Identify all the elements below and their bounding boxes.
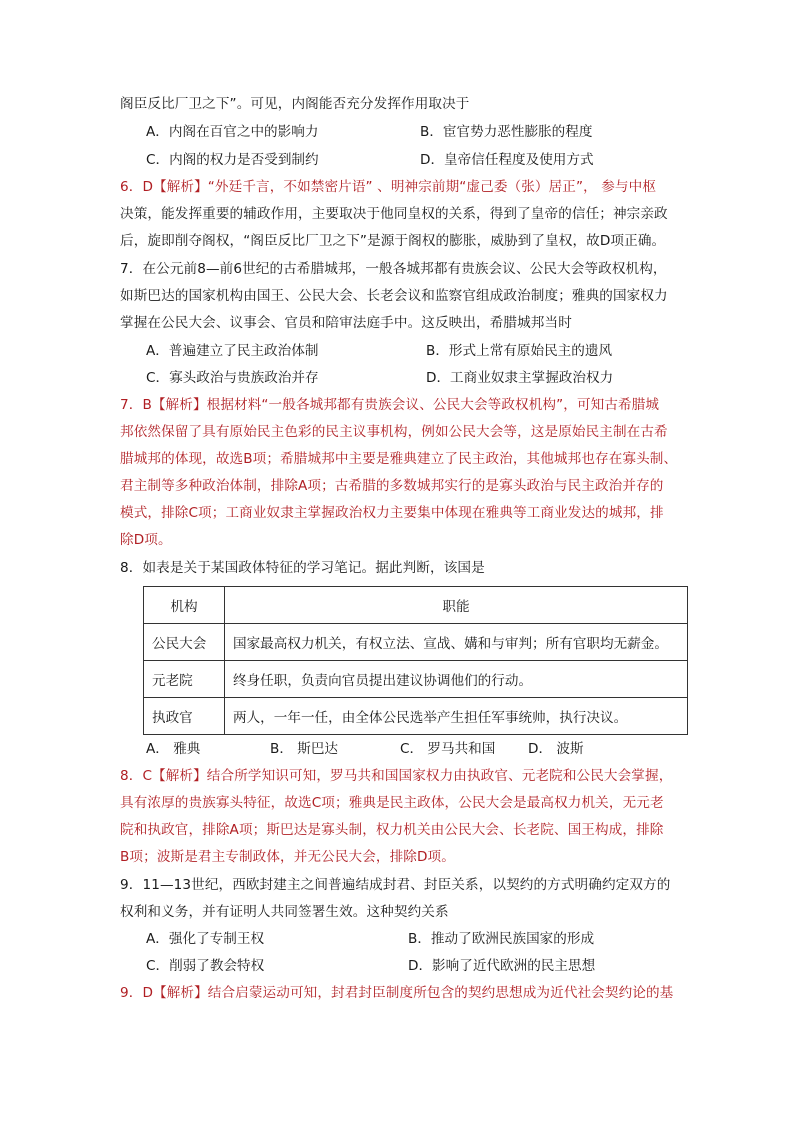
table-cell: 两人，一年一任，由全体公民选举产生担任军事统帅，执行决议。	[225, 698, 688, 735]
q8-option-a: A． 雅典	[146, 741, 201, 757]
answer-7-line-2: 邦依然保留了具有原始民主色彩的民主议事机构，例如公民大会等，这是原始民主制在古希	[120, 424, 668, 440]
q7-option-c: C．寡头政治与贵族政治并存	[146, 370, 319, 386]
q9-option-a: A．强化了专制王权	[146, 931, 265, 947]
answer-7-line-6: 除D项。	[120, 532, 172, 548]
answer-7-line-1: 7．B【解析】根据材料“一般各城邦都有贵族会议、公民大会等政权机构”，可知古希腊城	[120, 397, 660, 413]
question-9-line-2: 权利和义务，并有证明人共同签署生效。这种契约关系	[120, 904, 449, 920]
question-7-line-2: 如斯巴达的国家机构由国王、公民大会、长老会议和监察官组成政治制度；雅典的国家权力	[120, 288, 668, 304]
q8-option-b: B． 斯巴达	[270, 741, 339, 757]
q5-option-a: A．内阁在百官之中的影响力	[146, 124, 319, 140]
q8-option-c: C． 罗马共和国	[400, 741, 496, 757]
table-cell: 国家最高权力机关，有权立法、宣战、媾和与审判；所有官职均无薪金。	[225, 624, 688, 661]
answer-9-line-1: 9．D【解析】结合启蒙运动可知，封君封臣制度所包含的契约思想成为近代社会契约论的基	[120, 985, 674, 1001]
table-row	[144, 624, 688, 661]
q8-option-d: D． 波斯	[528, 741, 584, 757]
table-cell: 终身任职，负责向官员提出建议协调他们的行动。	[225, 661, 688, 698]
answer-7-line-4: 君主制等多种政治体制，排除A项；古希腊的多数城邦实行的是寡头政治与民主政治并存的	[120, 478, 664, 494]
table-cell: 执政官	[144, 698, 225, 735]
table-header-cell: 机构	[144, 587, 225, 624]
answer-6-line-3: 后，旋即削夺阁权，“阁臣反比厂卫之下”是源于阁权的膨胀，威胁到了皇权，故D项正确。	[120, 233, 666, 249]
q7-option-a: A．普遍建立了民主政治体制	[146, 343, 319, 359]
q7-option-d: D．工商业奴隶主掌握政治权力	[426, 370, 614, 386]
q9-option-b: B．推动了欧洲民族国家的形成	[408, 931, 595, 947]
answer-7-line-5: 模式，排除C项；工商业奴隶主掌握政治权力主要集中体现在雅典等工商业发达的城邦，排	[120, 505, 664, 521]
answer-8-line-1: 8．C【解析】结合所学知识可知，罗马共和国国家权力由执政官、元老院和公民大会掌握，	[120, 768, 673, 784]
question-9-line-1: 9．11—13世纪，西欧封建主之间普遍结成封君、封臣关系，以契约的方式明确约定双方的	[120, 877, 671, 893]
answer-6-line-2: 决策，能发挥重要的辅政作用，主要取决于他同皇权的关系，得到了皇帝的信任；神宗亲政	[120, 206, 668, 222]
q5-option-d: D．皇帝信任程度及使用方式	[420, 152, 594, 168]
question-8-stem: 8．如表是关于某国政体特征的学习笔记。据此判断，该国是	[120, 560, 485, 576]
answer-8-line-4: B项；波斯是君主专制政体，并无公民大会，排除D项。	[120, 849, 455, 865]
answer-8-line-2: 具有浓厚的贵族寡头特征，故选C项；雅典是民主政体，公民大会是最高权力机关，无元老	[120, 795, 664, 811]
answer-8-line-3: 院和执政官，排除A项；斯巴达是寡头制，权力机关由公民大会、长老院、国王构成，排除	[120, 822, 664, 838]
answer-6-line-1: 6．D【解析】“外廷千言，不如禁密片语” 、明神宗前期“虚己委（张）居正”， 参与中枢	[120, 179, 657, 195]
q9-option-c: C．削弱了教会特权	[146, 958, 265, 974]
polity-notes-table	[143, 586, 688, 735]
table-header-cell: 职能	[225, 587, 688, 624]
q5-option-b: B．宦官势力恶性膨胀的程度	[420, 124, 593, 140]
question-5-stem-tail: 阁臣反比厂卫之下”。可见，内阁能否充分发挥作用取决于	[120, 96, 470, 112]
table-row	[144, 698, 688, 735]
question-7-line-1: 7．在公元前8—前6世纪的古希腊城邦，一般各城邦都有贵族会议、公民大会等政权机构，	[120, 261, 667, 277]
table-row	[144, 661, 688, 698]
q5-option-c: C．内阁的权力是否受到制约	[146, 152, 319, 168]
table-header-row	[144, 587, 688, 624]
question-7-line-3: 掌握在公民大会、议事会、官员和陪审法庭手中。这反映出，希腊城邦当时	[120, 315, 572, 331]
q7-option-b: B．形式上常有原始民主的遗风	[426, 343, 613, 359]
table-cell: 元老院	[144, 661, 225, 698]
table-cell: 公民大会	[144, 624, 225, 661]
answer-7-line-3: 腊城邦的体现，故选B项；希腊城邦中主要是雅典建立了民主政治，其他城邦也存在寡头制、	[120, 451, 678, 467]
q9-option-d: D．影响了近代欧洲的民主思想	[408, 958, 596, 974]
